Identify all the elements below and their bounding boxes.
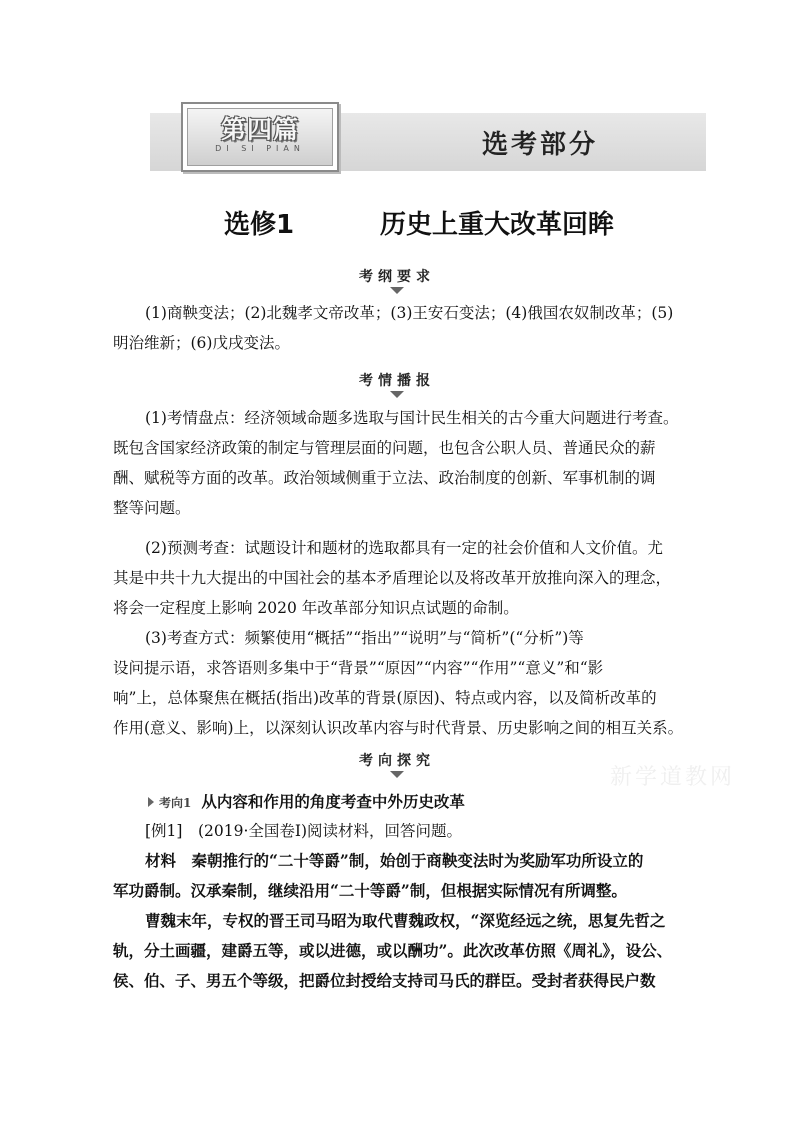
outline-paragraph bbox=[113, 298, 683, 358]
part-pinyin: DI SI PIAN bbox=[215, 144, 305, 153]
down-arrow-icon bbox=[390, 391, 404, 398]
text-line: (3)考查方式：频繁使用“概括”“指出”“说明”与“简析”(“分析”)等 bbox=[145, 629, 584, 647]
example-text: [例1] (2019·全国卷Ⅰ)阅读材料，回答问题。 bbox=[145, 822, 463, 840]
text-line: 其是中共十九大提出的中国社会的基本矛盾理论以及将改革开放推向深入的理念， bbox=[113, 569, 672, 587]
chapter-title: 历史上重大改革回眸 bbox=[380, 210, 615, 240]
text-line: 作用(意义、影响)上，以深刻认识改革内容与时代背景、历史影响之间的相互关系。 bbox=[113, 719, 684, 737]
report-paragraph-1 bbox=[113, 403, 683, 523]
text-line: 曹魏末年，专权的晋王司马昭为取代曹魏政权，“深览经远之统，思复先哲之 bbox=[145, 911, 666, 930]
explore-heading-text: 考向探究 bbox=[359, 753, 435, 769]
section-title: 选考部分 bbox=[481, 130, 598, 160]
down-arrow-icon bbox=[390, 771, 404, 778]
example-line bbox=[113, 816, 683, 846]
text-line: 响”上，总体聚焦在概括(指出)改革的背景(原因)、特点或内容，以及简析改革的 bbox=[113, 689, 657, 707]
text-line: 整等问题。 bbox=[113, 499, 191, 517]
outline-heading bbox=[0, 266, 794, 294]
topic-title: 从内容和作用的角度考查中外历史改革 bbox=[201, 792, 465, 811]
report-heading bbox=[0, 370, 794, 398]
text-line: 侯、伯、子、男五个等级，把爵位封授给支持司马氏的群臣。受封者获得民户数 bbox=[113, 971, 656, 990]
part-label: 第四篇 bbox=[220, 115, 299, 144]
text-line: (1)商鞅变法；(2)北魏孝文帝改革；(3)王安石变法；(4)俄国农奴制改革；(5) bbox=[145, 304, 674, 322]
text-line: 将会一定程度上影响 2020 年改革部分知识点试题的命制。 bbox=[113, 599, 519, 617]
text-line: 军功爵制。汉承秦制，继续沿用“二十等爵”制，但根据实际情况有所调整。 bbox=[113, 881, 627, 900]
text-line: 设问提示语，求答语则多集中于“背景”“原因”“内容”“作用”“意义”和“影 bbox=[113, 659, 604, 677]
chapter-number: 选修1 bbox=[224, 210, 295, 240]
triangle-right-icon bbox=[148, 797, 154, 807]
topic-heading bbox=[148, 790, 465, 812]
text-line: 明治维新；(6)戊戌变法。 bbox=[113, 334, 290, 352]
outline-heading-text: 考纲要求 bbox=[359, 269, 435, 285]
report-paragraph-2 bbox=[113, 533, 683, 623]
topic-tag: 考向1 bbox=[159, 796, 192, 810]
part-tab bbox=[181, 102, 339, 172]
text-line: 酬、赋税等方面的改革。政治领域侧重于立法、政治制度的创新、军事机制的调 bbox=[113, 469, 656, 487]
text-line: 轨，分土画疆，建爵五等，或以进德，或以酬功”。此次改革仿照《周礼》，设公、 bbox=[113, 941, 673, 960]
text-line: 既包含国家经济政策的制定与管理层面的问题，也包含公职人员、普通民众的薪 bbox=[113, 439, 656, 457]
material-paragraph-2 bbox=[113, 906, 683, 996]
text-line: (1)考情盘点：经济领域命题多选取与国计民生相关的古今重大问题进行考查。 bbox=[145, 409, 679, 427]
report-paragraph-3 bbox=[113, 623, 683, 743]
watermark: 新学道教网 bbox=[610, 765, 736, 790]
material-paragraph-1 bbox=[113, 846, 683, 906]
report-heading-text: 考情播报 bbox=[359, 373, 435, 389]
text-line: 材料 秦朝推行的“二十等爵”制，始创于商鞅变法时为奖励军功所设立的 bbox=[145, 851, 644, 870]
text-line: (2)预测考查：试题设计和题材的选取都具有一定的社会价值和人文价值。尤 bbox=[145, 539, 663, 557]
down-arrow-icon bbox=[390, 287, 404, 294]
